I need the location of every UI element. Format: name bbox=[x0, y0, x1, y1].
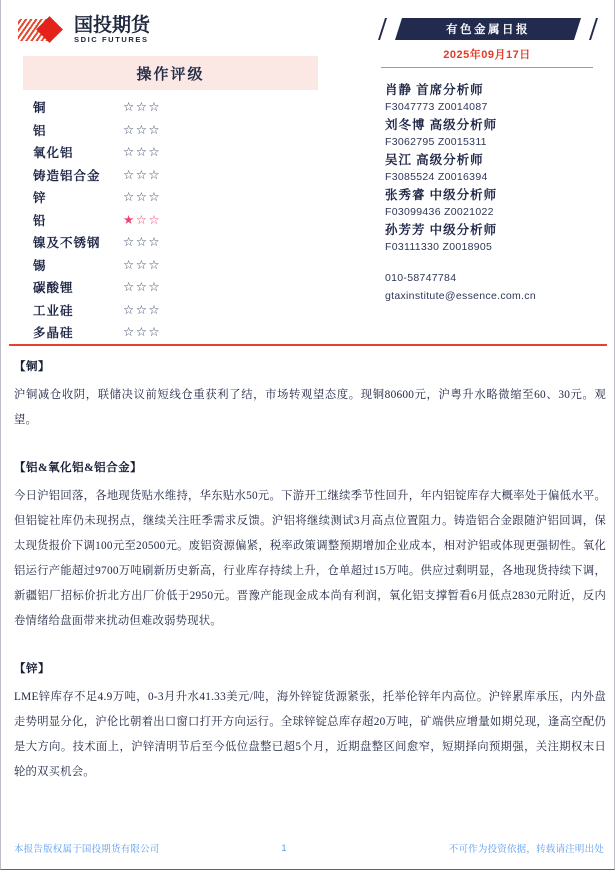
rating-stars: ☆☆☆ bbox=[123, 145, 162, 160]
rating-commodity-name: 锡 bbox=[33, 258, 47, 273]
analyst-name: 刘冬博 高级分析师 bbox=[385, 118, 498, 132]
report-header bbox=[1, 0, 614, 340]
report-title: 有色金属日报 bbox=[446, 24, 530, 36]
rating-stars: ☆☆☆ bbox=[123, 257, 162, 272]
rating-row bbox=[23, 96, 318, 119]
header-right-column bbox=[373, 18, 601, 305]
date-underline bbox=[381, 67, 593, 68]
rating-row bbox=[23, 209, 318, 232]
rating-row bbox=[23, 141, 318, 164]
rating-stars: ☆☆☆ bbox=[123, 100, 162, 115]
rating-row bbox=[23, 164, 318, 187]
analyst-entry bbox=[385, 187, 601, 220]
ratings-list bbox=[23, 96, 318, 344]
section-copper bbox=[14, 358, 606, 433]
section-title: 【铝&氧化铝&铝合金】 bbox=[14, 462, 143, 474]
analyst-list bbox=[373, 82, 601, 255]
rating-commodity-name: 工业硅 bbox=[33, 303, 74, 318]
analyst-entry bbox=[385, 152, 601, 185]
contact-phone: 010-58747784 bbox=[385, 272, 457, 284]
analyst-license-code: F3062795 Z0015311 bbox=[385, 136, 487, 148]
section-title: 【锌】 bbox=[14, 663, 50, 675]
rating-commodity-name: 铅 bbox=[33, 213, 47, 228]
logo-company-name-cn: 国投期货 bbox=[74, 15, 151, 37]
rating-row bbox=[23, 231, 318, 254]
banner-left-tail bbox=[378, 18, 387, 40]
footer-copyright: 本报告版权属于国投期货有限公司 bbox=[14, 844, 160, 855]
rating-commodity-name: 多晶硅 bbox=[33, 326, 74, 341]
header-divider bbox=[9, 344, 607, 346]
section-body: LME锌库存不足4.9万吨，0-3月升水41.33美元/吨，海外锌锭货源紧张，托举伦锌年内高位。沪锌累库承压，内外盘走势明显分化，沪伦比朝着出口窗口打开方向运行。全球锌锭总库存超20万吨，矿端供应增量如期兑现，逢高空配仍是大方向。技术面上，沪锌清明节后至今低位盘整已超5个月，近期盘整区间愈窄，短期择向预期强，关注期权末日轮的双买机会。 bbox=[14, 691, 606, 778]
section-body: 沪铜减仓收阴，联储决议前短线仓重获利了结，市场转观望态度。现铜80600元，沪粤升水略微缩至60、30元。观望。 bbox=[14, 389, 606, 426]
report-body bbox=[14, 358, 606, 811]
rating-commodity-name: 锌 bbox=[33, 191, 47, 206]
logo-text bbox=[74, 16, 150, 44]
section-aluminum bbox=[14, 459, 606, 634]
analyst-name: 肖静 首席分析师 bbox=[385, 83, 484, 97]
analyst-license-code: F3047773 Z0014087 bbox=[385, 101, 488, 113]
banner-right-tail bbox=[589, 18, 598, 40]
footer-disclaimer: 不可作为投资依据，转载请注明出处 bbox=[448, 844, 604, 855]
rating-commodity-name: 氧化铝 bbox=[33, 146, 74, 161]
contact-block bbox=[373, 269, 601, 305]
analyst-entry bbox=[385, 82, 601, 115]
rating-row bbox=[23, 299, 318, 322]
rating-commodity-name: 铜 bbox=[33, 101, 47, 116]
logo-mark-icon bbox=[18, 17, 68, 43]
report-date: 2025年09月17日 bbox=[443, 49, 531, 61]
rating-row bbox=[23, 254, 318, 277]
analyst-name: 张秀睿 中级分析师 bbox=[385, 188, 498, 202]
section-title: 【铜】 bbox=[14, 361, 50, 373]
rating-row bbox=[23, 186, 318, 209]
ratings-panel-title: 操作评级 bbox=[23, 56, 318, 90]
analyst-name: 吴江 高级分析师 bbox=[385, 153, 484, 167]
rating-row bbox=[23, 276, 318, 299]
rating-stars: ☆☆☆ bbox=[123, 302, 162, 317]
company-logo bbox=[18, 13, 150, 47]
analyst-license-code: F03111330 Z0018905 bbox=[385, 241, 493, 253]
section-zinc bbox=[14, 660, 606, 785]
rating-stars: ☆☆☆ bbox=[123, 235, 162, 250]
logo-company-name-en: SDIC FUTURES bbox=[74, 35, 149, 45]
analyst-license-code: F03099436 Z0021022 bbox=[385, 206, 494, 218]
rating-commodity-name: 铝 bbox=[33, 123, 47, 138]
rating-row bbox=[23, 119, 318, 142]
analyst-name: 孙芳芳 中级分析师 bbox=[385, 223, 498, 237]
analyst-license-code: F3085524 Z0016394 bbox=[385, 171, 488, 183]
page-number: 1 bbox=[281, 842, 287, 854]
rating-stars: ☆☆☆ bbox=[123, 190, 162, 205]
operation-ratings-panel bbox=[23, 56, 318, 344]
section-body: 今日沪铝回落，各地现货贴水维持，华东贴水50元。下游开工继续季节性回升，年内铝锭库存大概率处于偏低水平。但铝锭社库仍未现拐点，继续关注旺季需求反馈。沪铝将继续测试3月高点位置阻力。铸造铝合金跟随沪铝回调，保太现货报价下调100元至20500元。废铝资源偏紧，税率政策调整预期增加企业成本，相对沪铝或体现更强韧性。氧化铝运行产能超过9700万吨刷新历史新高，行业库存持续上升，仓单超过15万吨。供应过剩明显，各地现货持续下调，新疆铝厂招标价折北方出厂价低于2950元。晋豫产能现金成本尚有利润，氧化铝支撑暂看6月低点2830元附近，反内卷情绪给盘面带来扰动但难改弱势现状。 bbox=[14, 490, 606, 627]
page-footer bbox=[14, 841, 604, 855]
analyst-entry bbox=[385, 117, 601, 150]
rating-commodity-name: 镍及不锈钢 bbox=[33, 236, 101, 251]
rating-stars: ☆☆☆ bbox=[123, 167, 162, 182]
rating-commodity-name: 铸造铝合金 bbox=[33, 168, 101, 183]
report-title-banner bbox=[395, 18, 581, 40]
rating-row bbox=[23, 321, 318, 344]
rating-stars: ☆☆☆ bbox=[123, 325, 162, 340]
rating-stars: ☆☆☆ bbox=[123, 122, 162, 137]
rating-stars: ★☆☆ bbox=[123, 212, 162, 227]
contact-email[interactable]: gtaxinstitute@essence.com.cn bbox=[385, 290, 536, 302]
rating-stars: ☆☆☆ bbox=[123, 280, 162, 295]
rating-commodity-name: 碳酸锂 bbox=[33, 281, 74, 296]
analyst-entry bbox=[385, 222, 601, 255]
